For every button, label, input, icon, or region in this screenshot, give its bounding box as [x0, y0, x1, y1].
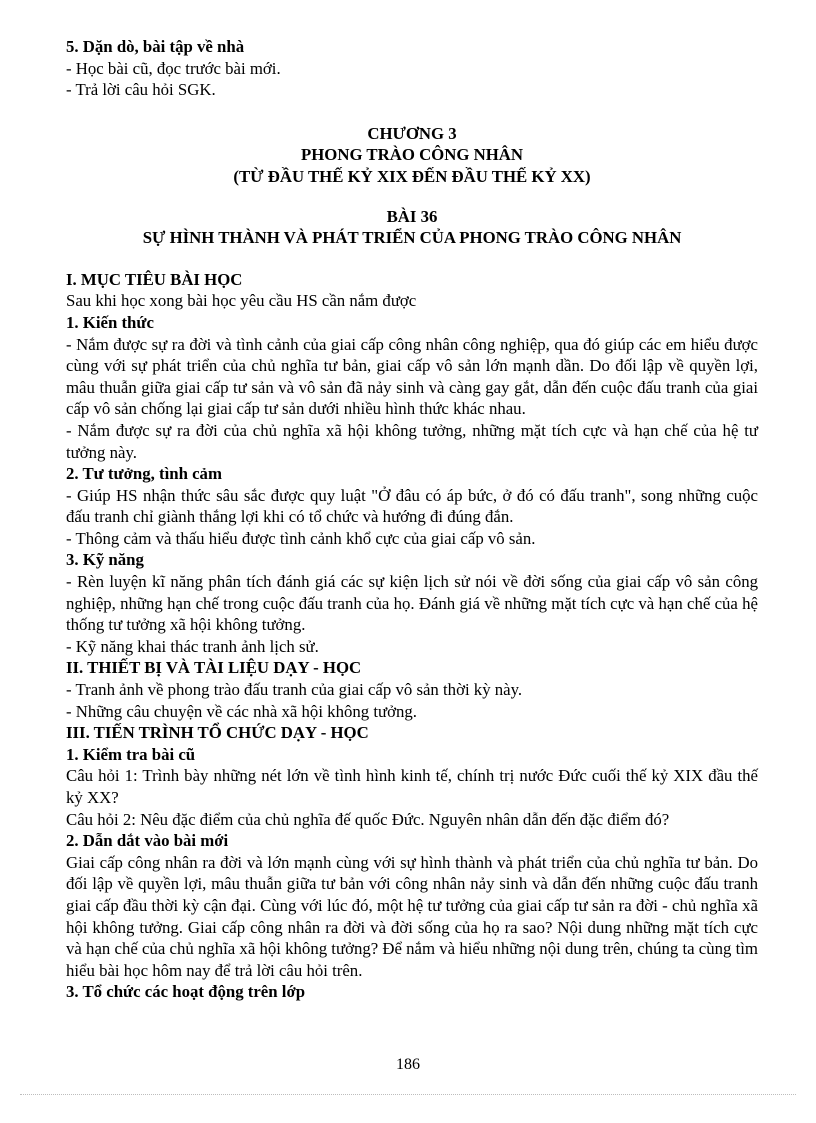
objectives-intro: Sau khi học xong bài học yêu cầu HS cần nắm được [66, 291, 417, 311]
homework-heading: 5. Dặn dò, bài tập về nhà [66, 37, 245, 56]
document-page [66, 36, 758, 1003]
ideology-item: - Thông cảm và thấu hiểu được tình cảnh khổ cực của giai cấp vô sản. [66, 528, 536, 548]
skills-item: - Kỹ năng khai thác tranh ảnh lịch sử. [66, 636, 319, 656]
lesson-title: SỰ HÌNH THÀNH VÀ PHÁT TRIỂN CỦA PHONG TRÀO CÔNG NHÂN [142, 228, 682, 248]
subheading-introduction: 2. Dẫn dắt vào bài mới [66, 831, 229, 851]
section-heading-process: III. TIẾN TRÌNH TỔ CHỨC DẠY - HỌC [66, 723, 369, 743]
subheading-ideology: 2. Tư tưởng, tình cảm [66, 464, 222, 484]
page-bottom-divider [20, 1094, 796, 1095]
ideology-item: - Giúp HS nhận thức sâu sắc được quy luật "Ở đâu có áp bức, ở đó có đấu tranh", song những cuộc đấu tranh chỉ giành thắng lợi khi có tổ chức và hướng đi đúng đắn. [66, 485, 758, 527]
subheading-skills: 3. Kỹ năng [66, 550, 144, 570]
subheading-activities: 3. Tổ chức các hoạt động trên lớp [66, 982, 306, 1002]
equipment-item: - Những câu chuyện về các nhà xã hội không tưởng. [66, 701, 417, 721]
skills-item: - Rèn luyện kĩ năng phân tích đánh giá các sự kiện lịch sử nói về đời sống của giai cấp vô sản công nghiệp, những hạn chế trong cuộc đấu tranh của họ. Đánh giá về những mặt tích cực và hạn chế của hệ thống tư tưởng xã hội không tưởng. [66, 572, 758, 635]
knowledge-item: - Nắm được sự ra đời và tình cảnh của giai cấp công nhân công nghiệp, qua đó giúp các em hiểu được cùng với sự phát triển của chủ nghĩa tư bản, giai cấp vô sản lớn mạnh dần. Do đối lập về quyền lợi, mâu thuẫn giữa giai cấp tư sản và vô sản đã nảy sinh và càng gay gắt, dẫn đến cuộc đấu tranh của giai cấp vô sản chống lại giai cấp tư sản dưới nhiều hình thức khác nhau. [66, 334, 758, 419]
subheading-knowledge: 1. Kiến thức [66, 312, 154, 332]
review-question: Câu hỏi 2: Nêu đặc điểm của chủ nghĩa đế quốc Đức. Nguyên nhân dẫn đến đặc điểm đó? [66, 809, 670, 829]
chapter-title: PHONG TRÀO CÔNG NHÂN [300, 145, 524, 165]
equipment-item: - Tranh ảnh về phong trào đấu tranh của giai cấp vô sản thời kỳ này. [66, 680, 523, 700]
section-heading-objectives: I. MỤC TIÊU BÀI HỌC [66, 269, 243, 289]
introduction-paragraph: Giai cấp công nhân ra đời và lớn mạnh cùng với sự hình thành và phát triển của chủ nghĩa tư bản. Do đối lập về quyền lợi, mâu thuẫn giữa tư bản với công nhân nảy sinh và dẫn đến những cuộc đấu tranh giai cấp đầu thời kỳ cận đại. Cùng với lúc đó, một hệ tư tưởng của giai cấp tư sản ra đời - chủ nghĩa xã hội không tưởng. Giai cấp công nhân ra đời và đời sống của họ ra sao? Nội dung những mặt tích cực và hạn chế của chủ nghĩa xã hội không tưởng? Để nắm và hiểu những nội dung trên, chúng ta cùng tìm hiểu bài học hôm nay để trả lời câu hỏi trên. [66, 852, 758, 980]
lesson-number: BÀI 36 [386, 206, 438, 226]
review-question: Câu hỏi 1: Trình bày những nét lớn về tình hình kinh tế, chính trị nước Đức cuối thế kỷ XIX đầu thế kỷ XX? [66, 766, 758, 807]
section-heading-equipment: II. THIẾT BỊ VÀ TÀI LIỆU DẠY - HỌC [66, 658, 362, 678]
knowledge-item: - Nắm được sự ra đời của chủ nghĩa xã hội không tưởng, những mặt tích cực và hạn chế của hệ tư tưởng này. [66, 420, 758, 462]
chapter-subtitle: (TỪ ĐẦU THẾ KỶ XIX ĐẾN ĐẦU THẾ KỶ XX) [233, 166, 591, 186]
page-number: 186 [396, 1056, 420, 1073]
chapter-number: CHƯƠNG 3 [367, 123, 457, 143]
homework-item: - Trả lời câu hỏi SGK. [66, 80, 216, 100]
homework-item: - Học bài cũ, đọc trước bài mới. [66, 58, 281, 78]
subheading-review: 1. Kiểm tra bài cũ [66, 744, 196, 764]
